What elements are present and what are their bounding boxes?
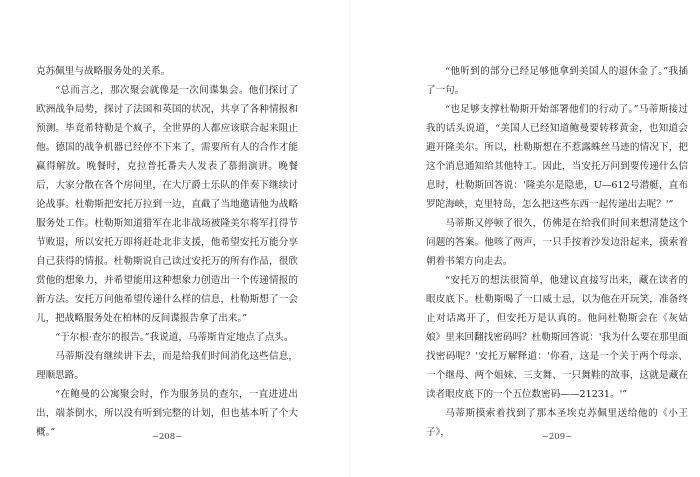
left-paragraph-4: 马蒂斯没有继续讲下去，而是给我们时间消化这些信息，理顺思路。 bbox=[36, 351, 298, 381]
book-gutter bbox=[349, 0, 351, 477]
right-page bbox=[426, 62, 688, 442]
left-page bbox=[36, 62, 298, 442]
right-paragraph-5: 马蒂斯摸索着找到了那本圣埃克苏佩里送给他的《小王子》， bbox=[426, 408, 688, 438]
right-paragraph-2: “也足够支撑杜勒斯开始部署他们的行动了。”马蒂斯接过我的话头说道，“美国人已经知道鲍曼要转移黄金，也知道会避开隆美尔。所以，杜勒斯想在不惹露蛛丝马迹的情况下，把这个消息通知给其他特工。因此，当安托万问到要传递什么信息时，杜勒斯回答说：'隆美尔是隐患，U—612号潜艇，直布罗陀海峡，克里特岛，怎么把这些东西一起传递出去呢？'” bbox=[426, 104, 688, 210]
right-paragraph-1: “他听到的部分已经足够他拿到美国人的退休金了。”我插了一句。 bbox=[426, 66, 688, 96]
left-paragraph-2: “总而言之，那次聚会就像是一次间谍集会。他们探讨了欧洲战争局势，探讨了法国和英国的状况，共享了各种情报和预测。毕竟希特勒是个疯子，全世界的人都应该联合起来阻止他。德国的战争机器已经停不下来了，需要所有人的合作才能赢得解放。晚餐时，克拉普托番夫人发表了慕捐演讲。晚餐后，大家分散在各个房间里，在大厅爵士乐队的伴奏下继续讨论战事。杜勒斯把安托万拉到一边，直截了当地邀请他为战略服务处工作。杜勒斯知道猎军在北非战场被隆美尔将军打得节节败退，所以安托万即将赶赴北非支援，他希望安托万能分享自己获得的情报。杜勒斯说自己读过安托万的所有作品，很欣赏他的想象力，并希望能用这种想象力创造出一个传递情报的新方法。安托万问他希望传递什么样的信息，杜勒斯想了一会儿，把战略服务处在柏林的反间谍报告拿了出来。” bbox=[36, 85, 298, 324]
left-page-number: ~208~ bbox=[151, 432, 183, 442]
left-paragraph-5: “在鲍曼的公寓聚会时，作为服务员的查尔，一直进进出出，端茶倒水，所以没有听到完整的计划，但也基本听了个大概。” bbox=[36, 389, 298, 438]
right-paragraph-3: 马蒂斯又停顿了很久，仿佛是在给我们时间来想清楚这个问题的答案。他咳了两声，一只手按着沙发边沿起来，摸索着朝着书架方向走去。 bbox=[426, 218, 688, 267]
right-page-number: ~209~ bbox=[541, 432, 573, 442]
right-paragraph-4: “安托万的想法很简单，他建议直接写出来，藏在读者的眼皮底下。杜勒斯喝了一口威士忌，以为他在开玩笑，准备终止对话离开了，但安托万是认真的。他问杜勒斯会在《灰姑娘》里来回翻找密码吗？杜勒斯回答说：'我为什么要在那里面找密码呢？'安托万解释道：'你看，这是一个关于两个母亲、一个继母、两个姐妹、三支舞、一只舞鞋的故事，这就是藏在读者眼皮底下的一个五位数密码——21231。'” bbox=[426, 275, 688, 400]
left-paragraph-3: “于尔根·查尔的报告。”我说道，马蒂斯肯定地点了点头。 bbox=[55, 332, 294, 343]
left-paragraph-1: 克苏佩里与战略服务处的关系。 bbox=[36, 66, 171, 77]
